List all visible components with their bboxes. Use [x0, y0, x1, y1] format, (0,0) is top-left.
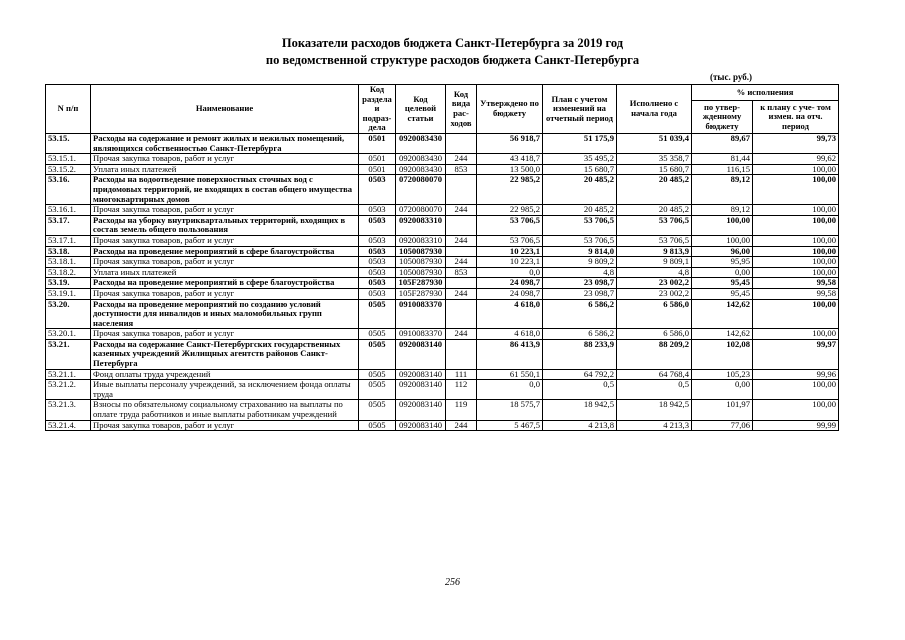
table-body: [46, 134, 839, 431]
table-row: [46, 400, 839, 420]
header-plan: План с учетом изменений на отчетный период: [543, 85, 617, 134]
row-kod-vida: [446, 134, 477, 154]
row-kod-vida: [446, 246, 477, 257]
row-percent-utverzhd: 0,00: [692, 267, 753, 278]
row-plan: 18 942,5: [543, 400, 617, 420]
row-name: Расходы на проведение мероприятий в сфере благоустройства: [91, 246, 359, 257]
row-number: 53.20.1.: [46, 329, 91, 340]
row-plan: 20 485,2: [543, 175, 617, 205]
row-kod-vida: 853: [446, 164, 477, 175]
row-percent-utverzhd: 89,12: [692, 175, 753, 205]
row-percent-utverzhd: 95,95: [692, 257, 753, 268]
row-number: 53.18.: [46, 246, 91, 257]
row-name: Расходы на проведение мероприятий в сфере благоустройства: [91, 278, 359, 289]
row-plan: 9 814,0: [543, 246, 617, 257]
row-ispolneno: 15 680,7: [617, 164, 692, 175]
row-utverzhdeno: 24 098,7: [477, 278, 543, 289]
row-ispolneno: 64 768,4: [617, 369, 692, 380]
row-utverzhdeno: 5 467,5: [477, 420, 543, 431]
row-kod-celevoy: 0720080070: [396, 175, 446, 205]
row-kod-celevoy: 0920083140: [396, 400, 446, 420]
table-row: [46, 380, 839, 400]
row-kod-vida: [446, 215, 477, 235]
row-utverzhdeno: 56 918,7: [477, 134, 543, 154]
row-kod-celevoy: 1050087930: [396, 267, 446, 278]
row-kod-vida: 853: [446, 267, 477, 278]
table-row: [46, 175, 839, 205]
row-kod-celevoy: 1050087930: [396, 246, 446, 257]
header-utverzhdeno: Утверждено по бюджету: [477, 85, 543, 134]
row-percent-plan: 100,00: [753, 175, 839, 205]
row-percent-plan: 100,00: [753, 164, 839, 175]
row-ispolneno: 20 485,2: [617, 175, 692, 205]
row-name: Расходы на водоотведение поверхностных сточных вод с придомовых территорий, не входящих в состав общего имущества многоквартирных домов: [91, 175, 359, 205]
header-num: N п/п: [46, 85, 91, 134]
row-utverzhdeno: 13 500,0: [477, 164, 543, 175]
table-row: [46, 134, 839, 154]
row-number: 53.18.1.: [46, 257, 91, 268]
row-kod-razdela: 0505: [359, 329, 396, 340]
row-name: Иные выплаты персоналу учреждений, за исключением фонда оплаты труда: [91, 380, 359, 400]
row-kod-vida: [446, 278, 477, 289]
row-kod-celevoy: 0920083430: [396, 134, 446, 154]
row-number: 53.21.2.: [46, 380, 91, 400]
row-name: Расходы на содержание и ремонт жилых и нежилых помещений, являющихся собственностью Санкт-Петербурга: [91, 134, 359, 154]
row-kod-razdela: 0505: [359, 380, 396, 400]
row-number: 53.17.: [46, 215, 91, 235]
row-kod-celevoy: 0910083370: [396, 329, 446, 340]
title-line-1: Показатели расходов бюджета Санкт-Петербурга за 2019 год: [281, 36, 624, 50]
header-k-planu: к плану с уче- том измен. на отч. период: [753, 101, 839, 134]
row-name: Взносы по обязательному социальному страхованию на выплаты по оплате труда работников и иные выплаты работникам учреждений: [91, 400, 359, 420]
row-name: Прочая закупка товаров, работ и услуг: [91, 288, 359, 299]
row-kod-vida: 244: [446, 257, 477, 268]
row-kod-vida: 244: [446, 154, 477, 165]
row-plan: 9 809,2: [543, 257, 617, 268]
page-number: 256: [445, 577, 460, 588]
row-percent-utverzhd: 89,67: [692, 134, 753, 154]
row-plan: 23 098,7: [543, 288, 617, 299]
row-kod-vida: [446, 299, 477, 329]
row-ispolneno: 53 706,5: [617, 235, 692, 246]
row-kod-vida: 119: [446, 400, 477, 420]
row-percent-plan: 100,00: [753, 299, 839, 329]
row-kod-vida: 111: [446, 369, 477, 380]
table-row: [46, 205, 839, 216]
row-percent-plan: 99,58: [753, 278, 839, 289]
row-kod-celevoy: 0920083310: [396, 215, 446, 235]
row-kod-vida: 244: [446, 205, 477, 216]
row-kod-vida: [446, 175, 477, 205]
row-kod-celevoy: 0920083430: [396, 164, 446, 175]
row-name: Расходы на содержание Санкт-Петербургских государственных казенных учреждений Жилищных агентств районов Санкт-Петербурга: [91, 339, 359, 369]
row-percent-plan: 100,00: [753, 267, 839, 278]
row-number: 53.17.1.: [46, 235, 91, 246]
table-row: [46, 164, 839, 175]
row-percent-plan: 100,00: [753, 257, 839, 268]
row-kod-razdela: 0503: [359, 267, 396, 278]
row-kod-razdela: 0505: [359, 299, 396, 329]
row-utverzhdeno: 53 706,5: [477, 215, 543, 235]
row-kod-celevoy: 0920083140: [396, 369, 446, 380]
row-kod-celevoy: 0920083140: [396, 420, 446, 431]
row-number: 53.16.: [46, 175, 91, 205]
row-percent-utverzhd: 81,44: [692, 154, 753, 165]
row-name: Прочая закупка товаров, работ и услуг: [91, 329, 359, 340]
row-utverzhdeno: 4 618,0: [477, 329, 543, 340]
row-kod-razdela: 0505: [359, 400, 396, 420]
row-number: 53.18.2.: [46, 267, 91, 278]
header-kod-celevoy: Код целевой статьи: [396, 85, 446, 134]
budget-table: [45, 84, 839, 431]
row-ispolneno: 23 002,2: [617, 278, 692, 289]
table-row: [46, 257, 839, 268]
row-kod-vida: 244: [446, 288, 477, 299]
row-percent-plan: 99,58: [753, 288, 839, 299]
header-kod-razdela: Код раздела и подраз- дела: [359, 85, 396, 134]
row-utverzhdeno: 0,0: [477, 380, 543, 400]
row-percent-plan: 99,73: [753, 134, 839, 154]
row-number: 53.21.1.: [46, 369, 91, 380]
row-percent-plan: 100,00: [753, 246, 839, 257]
row-number: 53.21.3.: [46, 400, 91, 420]
header-kod-vida: Код вида рас- ходов: [446, 85, 477, 134]
row-name: Прочая закупка товаров, работ и услуг: [91, 257, 359, 268]
row-kod-vida: 112: [446, 380, 477, 400]
row-utverzhdeno: 43 418,7: [477, 154, 543, 165]
row-kod-razdela: 0503: [359, 175, 396, 205]
row-name: Прочая закупка товаров, работ и услуг: [91, 154, 359, 165]
row-plan: 88 233,9: [543, 339, 617, 369]
row-utverzhdeno: 18 575,7: [477, 400, 543, 420]
row-kod-celevoy: 105F287930: [396, 288, 446, 299]
header-po-utverzhd: по утвер- жденному бюджету: [692, 101, 753, 134]
row-utverzhdeno: 61 550,1: [477, 369, 543, 380]
table-row: [46, 288, 839, 299]
row-utverzhdeno: 22 985,2: [477, 205, 543, 216]
row-kod-razdela: 0503: [359, 205, 396, 216]
row-plan: 6 586,2: [543, 329, 617, 340]
row-kod-celevoy: 0720080070: [396, 205, 446, 216]
table-row: [46, 278, 839, 289]
row-number: 53.21.4.: [46, 420, 91, 431]
row-percent-plan: 99,99: [753, 420, 839, 431]
row-name: Расходы на проведение мероприятий по созданию условий доступности для инвалидов и иных маломобильных групп населения: [91, 299, 359, 329]
row-percent-utverzhd: 102,08: [692, 339, 753, 369]
row-kod-vida: 244: [446, 235, 477, 246]
table-header: [46, 85, 839, 134]
row-percent-utverzhd: 77,06: [692, 420, 753, 431]
row-utverzhdeno: 86 413,9: [477, 339, 543, 369]
row-percent-plan: 100,00: [753, 329, 839, 340]
row-kod-razdela: 0505: [359, 339, 396, 369]
row-percent-utverzhd: 100,00: [692, 215, 753, 235]
row-ispolneno: 23 002,2: [617, 288, 692, 299]
document-title: [0, 35, 905, 69]
row-ispolneno: 18 942,5: [617, 400, 692, 420]
row-percent-utverzhd: 100,00: [692, 235, 753, 246]
row-name: Прочая закупка товаров, работ и услуг: [91, 420, 359, 431]
row-ispolneno: 88 209,2: [617, 339, 692, 369]
table-row: [46, 154, 839, 165]
table-row: [46, 299, 839, 329]
row-number: 53.15.1.: [46, 154, 91, 165]
row-kod-razdela: 0503: [359, 278, 396, 289]
row-number: 53.15.: [46, 134, 91, 154]
row-name: Уплата иных платежей: [91, 164, 359, 175]
row-plan: 53 706,5: [543, 215, 617, 235]
header-ispolneno: Исполнено с начала года: [617, 85, 692, 134]
row-name: Фонд оплаты труда учреждений: [91, 369, 359, 380]
row-percent-plan: 100,00: [753, 205, 839, 216]
row-utverzhdeno: 10 223,1: [477, 246, 543, 257]
row-ispolneno: 53 706,5: [617, 215, 692, 235]
row-ispolneno: 6 586,0: [617, 299, 692, 329]
row-kod-razdela: 0501: [359, 134, 396, 154]
units-label: (тыс. руб.): [710, 72, 752, 82]
row-kod-razdela: 0503: [359, 257, 396, 268]
row-plan: 4,8: [543, 267, 617, 278]
row-percent-plan: 100,00: [753, 235, 839, 246]
table-row: [46, 235, 839, 246]
row-percent-plan: 100,00: [753, 400, 839, 420]
row-number: 53.19.: [46, 278, 91, 289]
row-percent-utverzhd: 0,00: [692, 380, 753, 400]
table-row: [46, 420, 839, 431]
table-row: [46, 267, 839, 278]
row-percent-plan: 99,97: [753, 339, 839, 369]
row-plan: 20 485,2: [543, 205, 617, 216]
row-plan: 0,5: [543, 380, 617, 400]
row-plan: 51 175,9: [543, 134, 617, 154]
row-percent-utverzhd: 96,00: [692, 246, 753, 257]
row-kod-vida: [446, 339, 477, 369]
row-ispolneno: 0,5: [617, 380, 692, 400]
header-percent-group: % исполнения: [692, 85, 839, 101]
row-ispolneno: 51 039,4: [617, 134, 692, 154]
row-percent-utverzhd: 101,97: [692, 400, 753, 420]
row-kod-razdela: 0503: [359, 288, 396, 299]
row-plan: 4 213,8: [543, 420, 617, 431]
row-ispolneno: 4,8: [617, 267, 692, 278]
row-kod-celevoy: 105F287930: [396, 278, 446, 289]
row-plan: 15 680,7: [543, 164, 617, 175]
row-kod-razdela: 0505: [359, 369, 396, 380]
row-percent-plan: 100,00: [753, 380, 839, 400]
row-percent-utverzhd: 89,12: [692, 205, 753, 216]
row-ispolneno: 6 586,0: [617, 329, 692, 340]
row-ispolneno: 9 813,9: [617, 246, 692, 257]
row-percent-plan: 100,00: [753, 215, 839, 235]
row-percent-utverzhd: 142,62: [692, 299, 753, 329]
row-percent-utverzhd: 105,23: [692, 369, 753, 380]
row-utverzhdeno: 4 618,0: [477, 299, 543, 329]
row-percent-utverzhd: 95,45: [692, 278, 753, 289]
row-kod-razdela: 0505: [359, 420, 396, 431]
row-kod-razdela: 0501: [359, 154, 396, 165]
table-row: [46, 329, 839, 340]
row-percent-plan: 99,96: [753, 369, 839, 380]
row-utverzhdeno: 10 223,1: [477, 257, 543, 268]
row-plan: 6 586,2: [543, 299, 617, 329]
row-name: Прочая закупка товаров, работ и услуг: [91, 205, 359, 216]
table-row: [46, 339, 839, 369]
table-row: [46, 215, 839, 235]
row-kod-celevoy: 1050087930: [396, 257, 446, 268]
row-kod-celevoy: 0920083140: [396, 380, 446, 400]
row-kod-celevoy: 0920083310: [396, 235, 446, 246]
row-plan: 35 495,2: [543, 154, 617, 165]
row-kod-razdela: 0503: [359, 235, 396, 246]
row-kod-razdela: 0503: [359, 215, 396, 235]
row-kod-celevoy: 0920083430: [396, 154, 446, 165]
row-percent-utverzhd: 142,62: [692, 329, 753, 340]
row-number: 53.21.: [46, 339, 91, 369]
row-kod-razdela: 0501: [359, 164, 396, 175]
title-line-2: по ведомственной структуре расходов бюджета Санкт-Петербурга: [265, 53, 640, 67]
row-number: 53.20.: [46, 299, 91, 329]
row-percent-utverzhd: 116,15: [692, 164, 753, 175]
row-name: Прочая закупка товаров, работ и услуг: [91, 235, 359, 246]
row-utverzhdeno: 22 985,2: [477, 175, 543, 205]
row-kod-celevoy: 0920083140: [396, 339, 446, 369]
row-ispolneno: 20 485,2: [617, 205, 692, 216]
header-name: Наименование: [91, 85, 359, 134]
row-ispolneno: 35 358,7: [617, 154, 692, 165]
row-kod-razdela: 0503: [359, 246, 396, 257]
row-percent-utverzhd: 95,45: [692, 288, 753, 299]
row-name: Уплата иных платежей: [91, 267, 359, 278]
row-percent-plan: 99,62: [753, 154, 839, 165]
row-ispolneno: 4 213,3: [617, 420, 692, 431]
row-name: Расходы на уборку внутриквартальных территорий, входящих в состав земель общего пользования: [91, 215, 359, 235]
row-plan: 64 792,2: [543, 369, 617, 380]
row-kod-vida: 244: [446, 420, 477, 431]
row-number: 53.15.2.: [46, 164, 91, 175]
table-row: [46, 246, 839, 257]
row-utverzhdeno: 24 098,7: [477, 288, 543, 299]
row-ispolneno: 9 809,1: [617, 257, 692, 268]
row-number: 53.19.1.: [46, 288, 91, 299]
table-row: [46, 369, 839, 380]
row-kod-vida: 244: [446, 329, 477, 340]
row-utverzhdeno: 0,0: [477, 267, 543, 278]
row-plan: 53 706,5: [543, 235, 617, 246]
row-kod-celevoy: 0910083370: [396, 299, 446, 329]
row-utverzhdeno: 53 706,5: [477, 235, 543, 246]
row-plan: 23 098,7: [543, 278, 617, 289]
row-number: 53.16.1.: [46, 205, 91, 216]
